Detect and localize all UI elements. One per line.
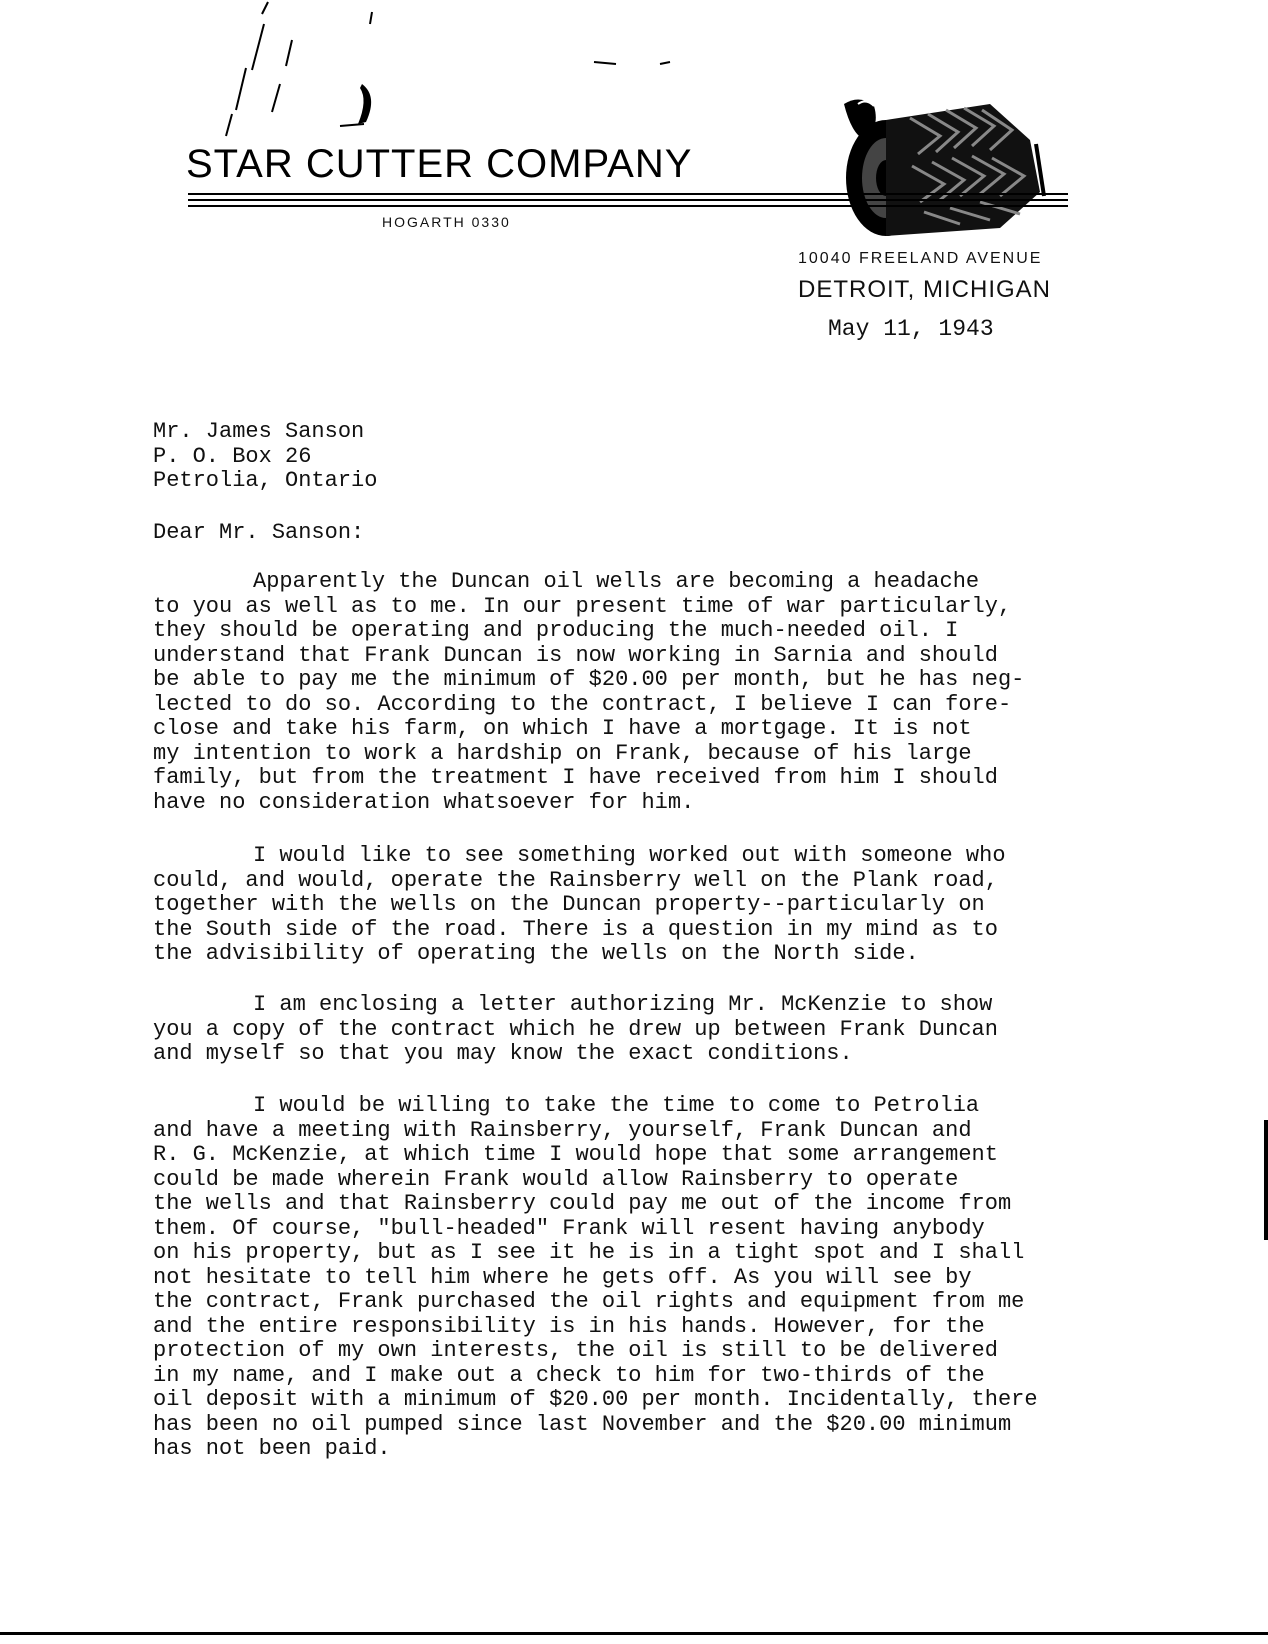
recipient-address xyxy=(153,420,377,494)
paragraph-line: close and take his farm, on which I have a mortgage. It is not xyxy=(153,716,972,741)
letterhead-rule xyxy=(188,205,1068,207)
paragraph xyxy=(153,993,998,1067)
scan-edge xyxy=(1264,1120,1268,1240)
paragraph-line: oil deposit with a minimum of $20.00 per month. Incidentally, there xyxy=(153,1387,1038,1412)
paragraph-line: not hesitate to tell him where he gets off. As you will see by xyxy=(153,1264,972,1290)
paragraph-line: in my name, and I make out a check to him for two-thirds of the xyxy=(153,1362,985,1388)
hob-cutter-logo-icon xyxy=(840,96,1055,238)
pen-marks xyxy=(0,0,800,150)
paragraph-line: and have a meeting with Rainsberry, yourself, Frank Duncan and xyxy=(153,1117,972,1143)
company-street: 10040 FREELAND AVENUE xyxy=(798,250,1043,267)
paragraph-line: I would be willing to take the time to come to Petrolia xyxy=(253,1093,980,1118)
paragraph-line: protection of my own interests, the oil is still to be delivered xyxy=(153,1338,998,1363)
paragraph-line: be able to pay me the minimum of $20.00 per month, but he has neg- xyxy=(153,667,1025,692)
letterhead-rule xyxy=(188,193,1068,195)
paragraph-line: could be made wherein Frank would allow Rainsberry to operate xyxy=(153,1166,959,1192)
paragraph-line: you a copy of the contract which he drew up between Frank Duncan xyxy=(153,1016,998,1042)
paragraph-line: the South side of the road. There is a question in my mind as to xyxy=(153,916,998,942)
paragraph-line: R. G. McKenzie, at which time I would hope that some arrangement xyxy=(153,1142,998,1167)
paragraph-line: family, but from the treatment I have received from him I should xyxy=(153,765,998,790)
address-line: Petrolia, Ontario xyxy=(153,468,378,493)
paragraph-line: on his property, but as I see it he is in a tight spot and I shall xyxy=(153,1240,1025,1265)
paragraph-line: has not been paid. xyxy=(153,1436,391,1461)
paragraph xyxy=(153,1094,1038,1462)
paragraph-line: could, and would, operate the Rainsberry well on the Plank road, xyxy=(153,867,998,893)
letterhead-rule xyxy=(188,199,1068,201)
scan-bottom-edge xyxy=(0,1632,1268,1635)
paragraph-line: to you as well as to me. In our present time of war particularly, xyxy=(153,593,1012,619)
paragraph-line: them. Of course, "bull-headed" Frank will resent having anybody xyxy=(153,1215,985,1241)
paragraph-line: I am enclosing a letter authorizing Mr. McKenzie to show xyxy=(253,992,993,1017)
address-line: P. O. Box 26 xyxy=(153,443,312,469)
salutation: Dear Mr. Sanson: xyxy=(153,520,365,545)
paragraph xyxy=(153,570,1024,815)
letter-date: May 11, 1943 xyxy=(828,316,994,342)
paragraph-line: Apparently the Duncan oil wells are becoming a headache xyxy=(253,569,980,594)
paragraph-line: and the entire responsibility is in his hands. However, for the xyxy=(153,1313,985,1339)
paragraph-line: my intention to work a hardship on Frank, because of his large xyxy=(153,740,972,766)
paragraph xyxy=(153,844,1006,967)
paragraph-line: the wells and that Rainsberry could pay me out of the income from xyxy=(153,1191,1012,1216)
paragraph-line: the contract, Frank purchased the oil rights and equipment from me xyxy=(153,1289,1025,1314)
paragraph-line: lected to do so. According to the contract, I believe I can fore- xyxy=(153,691,1012,717)
company-city: DETROIT, MICHIGAN xyxy=(798,276,1052,303)
paragraph-line: together with the wells on the Duncan property--particularly on xyxy=(153,892,985,917)
paragraph-line: the advisibility of operating the wells on the North side. xyxy=(153,941,919,966)
address-line: Mr. James Sanson xyxy=(153,419,365,444)
paragraph-line: I would like to see something worked out with someone who xyxy=(253,843,1006,868)
paragraph-line: they should be operating and producing the much-needed oil. I xyxy=(153,618,959,643)
paragraph-line: have no consideration whatsoever for him. xyxy=(153,789,695,815)
paragraph-line: has been no oil pumped since last November and the $20.00 minimum xyxy=(153,1411,1012,1437)
paragraph-line: understand that Frank Duncan is now working in Sarnia and should xyxy=(153,642,998,668)
company-name: STAR CUTTER COMPANY xyxy=(186,142,693,186)
paragraph-line: and myself so that you may know the exact conditions. xyxy=(153,1041,853,1066)
company-phone: HOGARTH 0330 xyxy=(382,214,511,230)
